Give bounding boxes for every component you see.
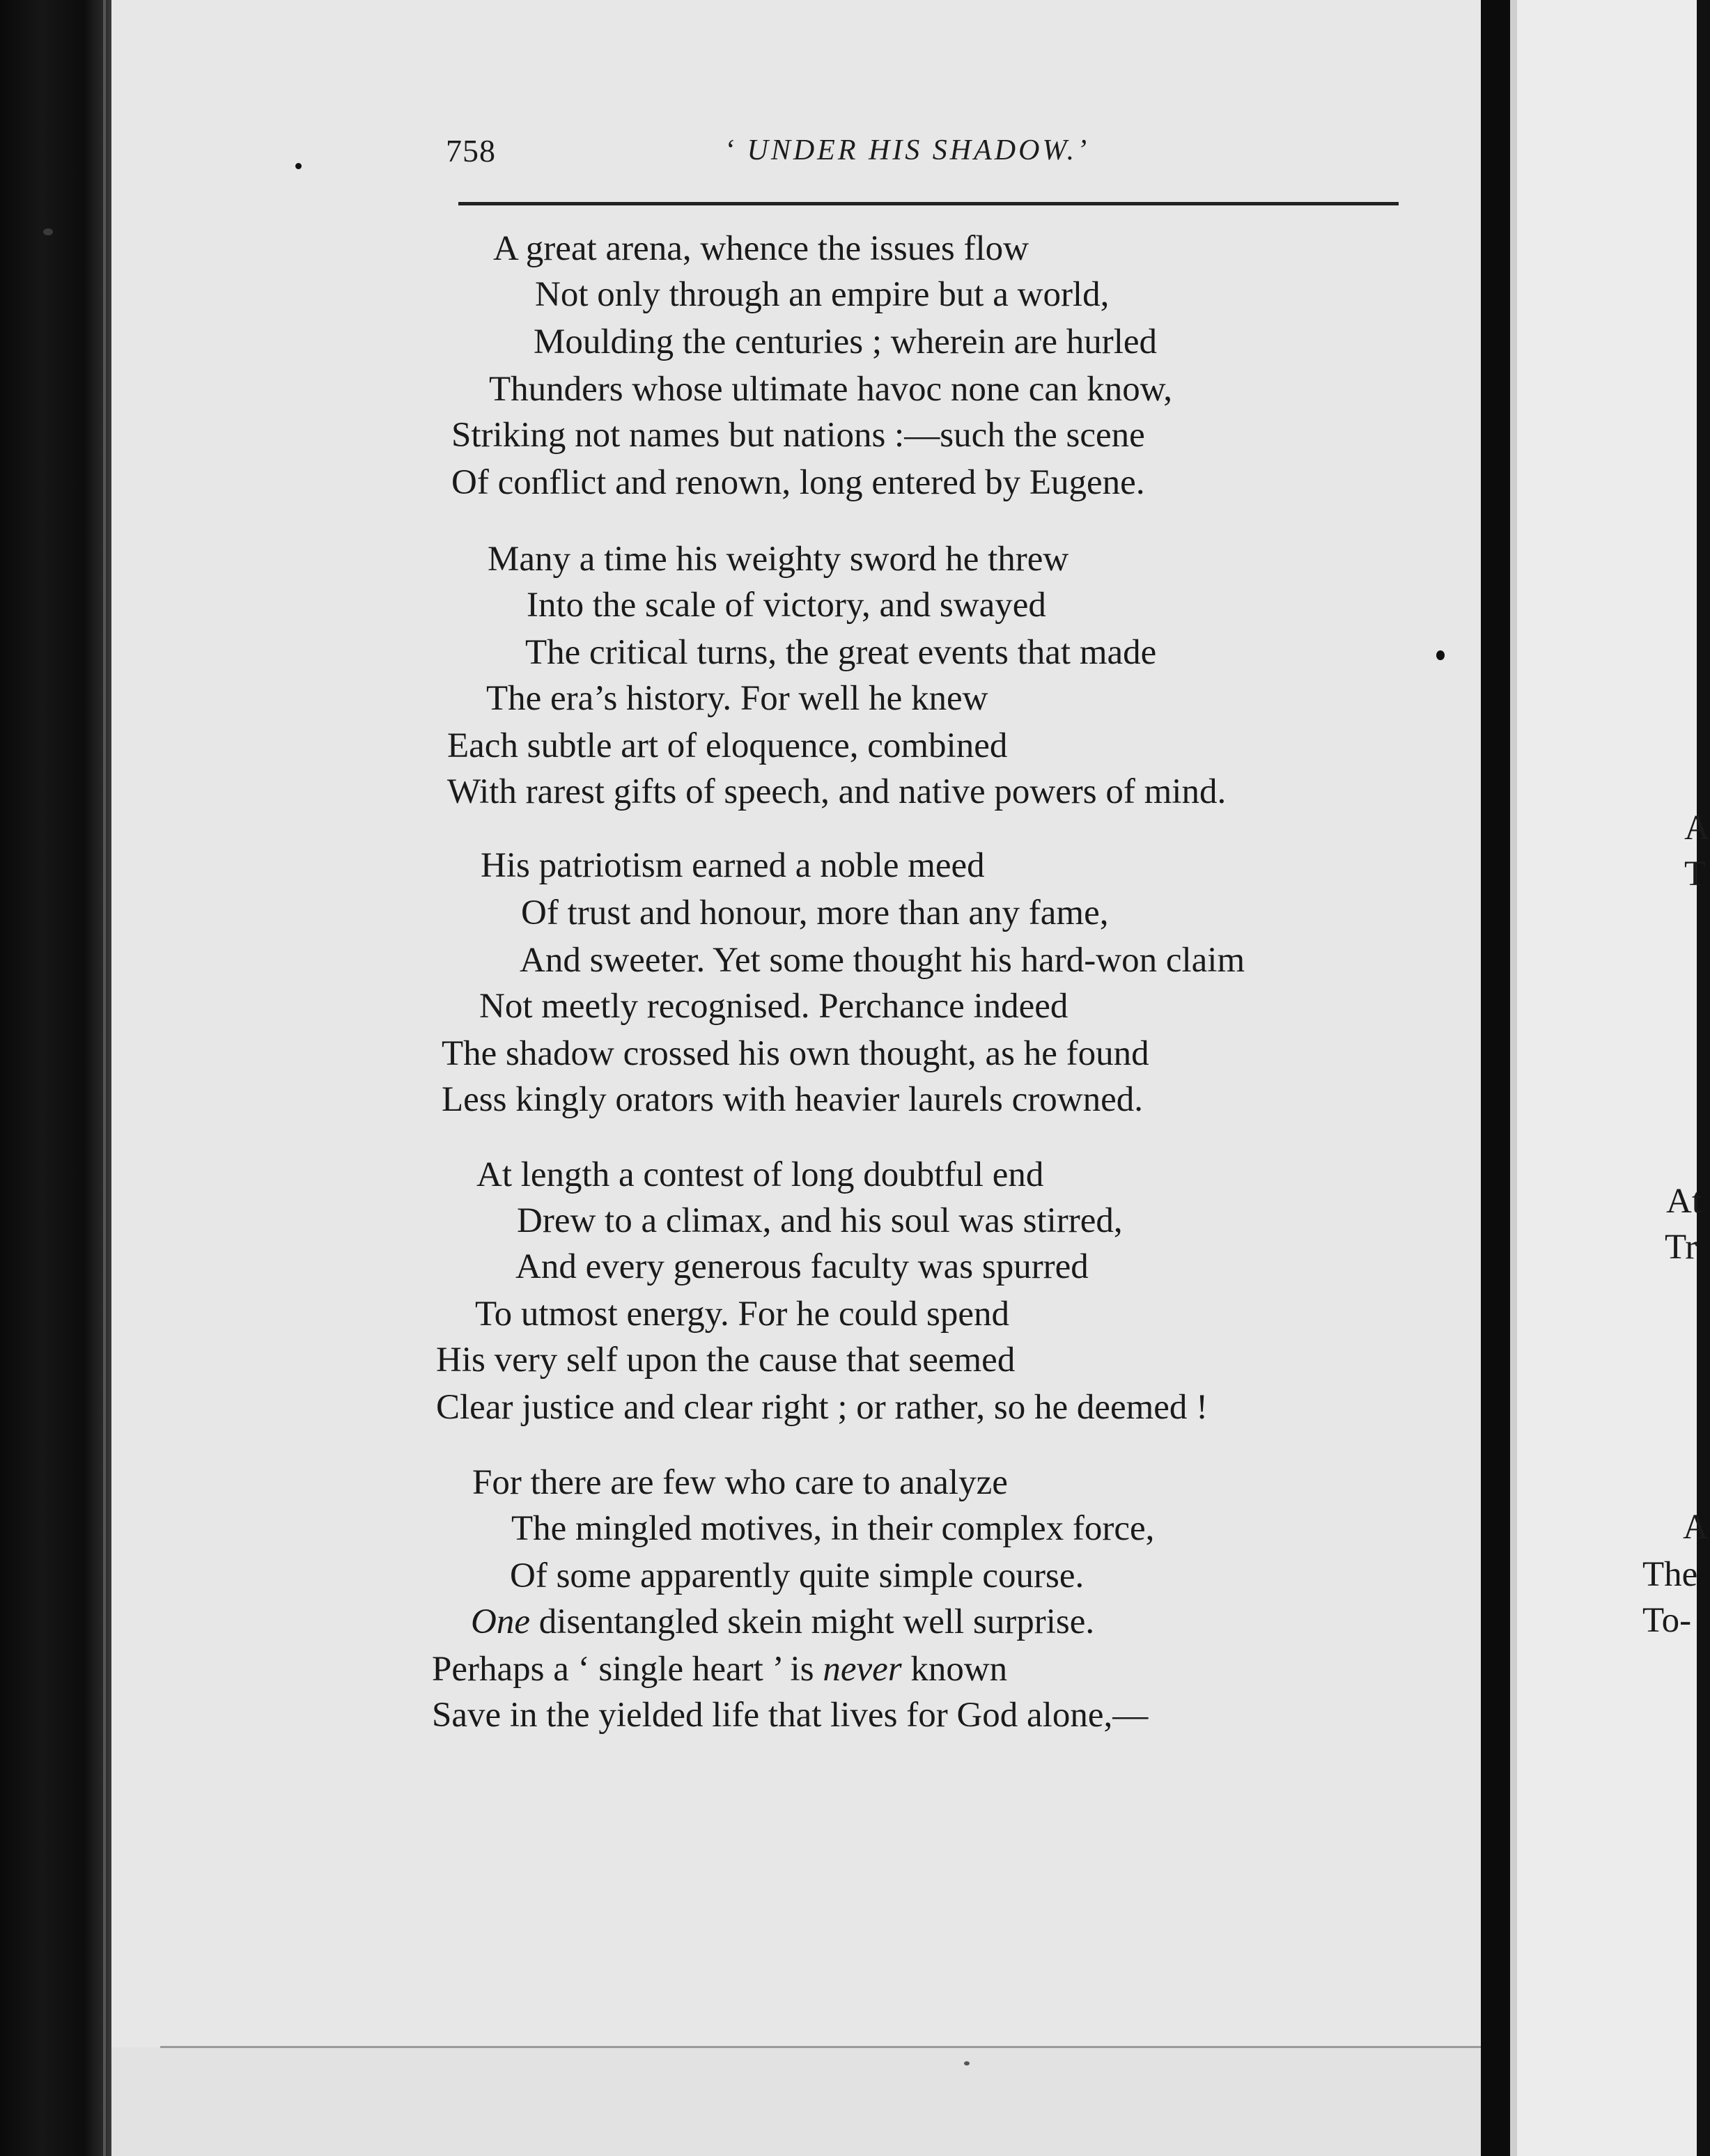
gutter-edge-line	[103, 0, 106, 2156]
poem-line: Of some apparently quite simple course.	[510, 1556, 1085, 1595]
poem-line: With rarest gifts of speech, and native powers of mind.	[447, 772, 1227, 811]
poem-line: At length a contest of long doubtful end	[476, 1155, 1044, 1194]
italic-word: never	[823, 1650, 902, 1689]
poem-line: His very self upon the cause that seemed	[436, 1341, 1016, 1380]
scan-speck	[43, 228, 53, 235]
poem-line: Thunders whose ultimate havoc none can know,	[489, 370, 1173, 409]
poem-line: For there are few who care to analyze	[472, 1463, 1008, 1502]
line-text: disentangled skein might well surprise.	[529, 1602, 1095, 1641]
poem-line: A great arena, whence the issues flow	[493, 229, 1029, 268]
facing-page-fragment: A	[1683, 1508, 1709, 1547]
header-rule	[458, 202, 1399, 205]
poem-line: His patriotism earned a noble meed	[481, 846, 985, 885]
facing-page-edge	[1510, 0, 1517, 2156]
poem-line: And every generous faculty was spurred	[515, 1247, 1089, 1286]
scan-speck	[1436, 650, 1445, 660]
page-bottom-edge	[111, 2047, 1481, 2156]
poem-line: The mingled motives, in their complex force,	[511, 1509, 1155, 1548]
page-divider	[1481, 0, 1510, 2156]
scan-speck	[964, 2061, 970, 2065]
poem-line: Drew to a climax, and his soul was stirred,	[517, 1201, 1123, 1240]
poem-line: Not only through an empire but a world,	[535, 275, 1110, 314]
poem-line: Striking not names but nations :—such the scene	[451, 416, 1145, 455]
facing-page-fragment: At	[1666, 1182, 1702, 1221]
facing-page-fragment: To-	[1642, 1601, 1692, 1640]
poem-line: Clear justice and clear right ; or rather, so he deemed !	[436, 1388, 1208, 1427]
poem-line: Of conflict and renown, long entered by Eugene.	[451, 463, 1145, 502]
poem-line: Less kingly orators with heavier laurels crowned.	[442, 1080, 1143, 1119]
line-text: Perhaps a ‘ single heart ’ is	[432, 1650, 823, 1689]
poem-line: The shadow crossed his own thought, as he found	[442, 1034, 1149, 1073]
binding-gutter	[0, 0, 111, 2156]
page-number: 758	[446, 133, 496, 169]
poem-line: And sweeter. Yet some thought his hard-won claim	[520, 941, 1245, 980]
poem-line: Save in the yielded life that lives for God alone,—	[432, 1696, 1149, 1735]
poem-line: Of trust and honour, more than any fame,	[521, 893, 1109, 932]
line-text: known	[901, 1650, 1008, 1689]
poem-line: Many a time his weighty sword he threw	[488, 540, 1069, 579]
poem-line: Each subtle art of eloquence, combined	[447, 726, 1008, 765]
poem-line: Moulding the centuries ; wherein are hurled	[534, 322, 1158, 361]
poem-line: To utmost energy. For he could spend	[475, 1295, 1009, 1334]
poem-line: Not meetly recognised. Perchance indeed	[479, 987, 1068, 1026]
poem-line: Into the scale of victory, and swayed	[527, 586, 1046, 625]
running-head: ‘ UNDER HIS SHADOW.’	[724, 134, 1090, 166]
facing-page-fragment: T	[1684, 854, 1707, 893]
scan-speck	[295, 163, 302, 169]
poem-line: The era’s history. For well he knew	[486, 679, 988, 718]
facing-page-fragment: Tr	[1665, 1228, 1697, 1267]
poem-line	[432, 1652, 1007, 1687]
facing-page-fragment: A	[1684, 808, 1710, 847]
page-bottom-line	[160, 2046, 1481, 2048]
italic-word: One	[471, 1602, 530, 1641]
facing-page-fragment: The	[1642, 1555, 1698, 1594]
poem-line: The critical turns, the great events that made	[525, 633, 1157, 672]
facing-page	[1510, 0, 1697, 2156]
poem-line	[471, 1604, 1094, 1640]
